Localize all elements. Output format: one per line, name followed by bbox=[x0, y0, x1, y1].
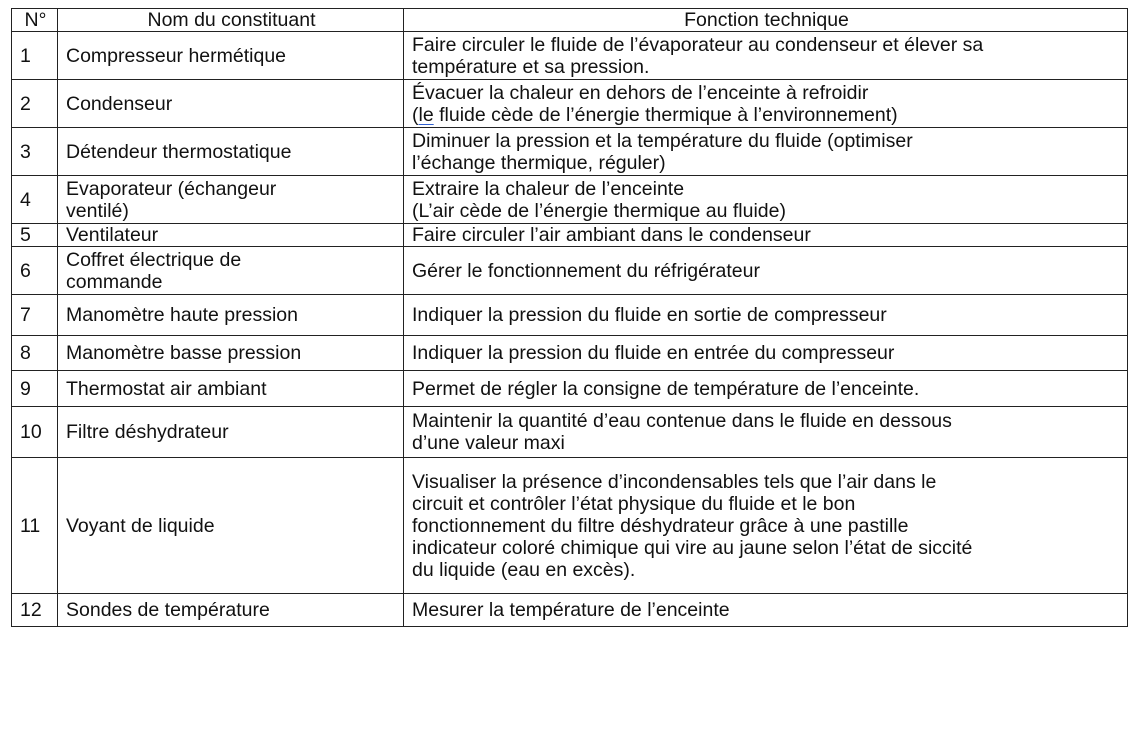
component-name-line: Evaporateur (échangeur bbox=[66, 177, 277, 200]
technical-function bbox=[404, 371, 1128, 407]
component-name-line: Ventilateur bbox=[66, 224, 159, 246]
header-function: Fonction technique bbox=[404, 9, 1128, 32]
table-row bbox=[12, 295, 1128, 336]
table-body bbox=[12, 32, 1128, 627]
technical-function-line: Évacuer la chaleur en dehors de l’enceinte à refroidir bbox=[412, 81, 869, 104]
component-number: 4 bbox=[12, 176, 58, 224]
technical-function bbox=[404, 336, 1128, 371]
table-row bbox=[12, 224, 1128, 247]
technical-function-line: Maintenir la quantité d’eau contenue dans le fluide en dessous bbox=[412, 410, 952, 432]
technical-function-line: Faire circuler l’air ambiant dans le condenseur bbox=[412, 224, 811, 246]
component-number: 7 bbox=[12, 295, 58, 336]
function-underlined-word: le bbox=[418, 103, 434, 126]
technical-function-line: d’une valeur maxi bbox=[412, 432, 565, 454]
technical-function bbox=[404, 32, 1128, 80]
header-num: N° bbox=[12, 9, 58, 32]
table-row bbox=[12, 371, 1128, 407]
component-name-line: Compresseur hermétique bbox=[66, 44, 287, 67]
technical-function-line: circuit et contrôler l’état physique du fluide et le bon bbox=[412, 492, 856, 515]
technical-function-line bbox=[412, 104, 1121, 126]
component-name-line: Condenseur bbox=[66, 92, 173, 115]
function-paren-open: ( bbox=[412, 103, 419, 126]
technical-function-line: indicateur coloré chimique qui vire au jaune selon l’état de siccité bbox=[412, 536, 973, 559]
technical-function bbox=[404, 458, 1128, 594]
component-name bbox=[58, 247, 404, 295]
table-row bbox=[12, 336, 1128, 371]
technical-function bbox=[404, 295, 1128, 336]
component-name-line: Sondes de température bbox=[66, 599, 270, 621]
technical-function-line: température et sa pression. bbox=[412, 55, 650, 78]
technical-function bbox=[404, 594, 1128, 627]
component-number: 1 bbox=[12, 32, 58, 80]
component-name-line: Détendeur thermostatique bbox=[66, 140, 292, 163]
component-name-line: Manomètre haute pression bbox=[66, 304, 298, 326]
technical-function bbox=[404, 80, 1128, 128]
technical-function bbox=[404, 224, 1128, 247]
table-row bbox=[12, 594, 1128, 627]
technical-function bbox=[404, 247, 1128, 295]
table-row bbox=[12, 176, 1128, 224]
component-number: 5 bbox=[12, 224, 58, 247]
technical-function-line: du liquide (eau en excès). bbox=[412, 558, 636, 581]
component-name bbox=[58, 80, 404, 128]
technical-function-line: (L’air cède de l’énergie thermique au fluide) bbox=[412, 199, 786, 222]
component-name bbox=[58, 32, 404, 80]
component-name bbox=[58, 295, 404, 336]
components-table bbox=[11, 8, 1128, 627]
technical-function-line: fonctionnement du filtre déshydrateur grâce à une pastille bbox=[412, 514, 909, 537]
technical-function-line: Indiquer la pression du fluide en entrée du compresseur bbox=[412, 342, 895, 364]
component-number: 6 bbox=[12, 247, 58, 295]
technical-function bbox=[404, 407, 1128, 458]
technical-function bbox=[404, 128, 1128, 176]
component-name-line: Filtre déshydrateur bbox=[66, 421, 229, 443]
technical-function-line: Visualiser la présence d’incondensables tels que l’air dans le bbox=[412, 470, 937, 493]
table-row bbox=[12, 247, 1128, 295]
technical-function-line: Permet de régler la consigne de température de l’enceinte. bbox=[412, 377, 920, 400]
component-name bbox=[58, 371, 404, 407]
table-row bbox=[12, 128, 1128, 176]
component-name bbox=[58, 458, 404, 594]
component-name-line: Coffret électrique de bbox=[66, 248, 242, 271]
component-name bbox=[58, 224, 404, 247]
technical-function bbox=[404, 176, 1128, 224]
component-number: 10 bbox=[12, 407, 58, 458]
technical-function-line: Indiquer la pression du fluide en sortie de compresseur bbox=[412, 304, 887, 326]
function-rest-text: fluide cède de l’énergie thermique à l’environnement) bbox=[433, 103, 898, 126]
technical-function-line: Gérer le fonctionnement du réfrigérateur bbox=[412, 259, 760, 282]
component-name bbox=[58, 336, 404, 371]
header-name: Nom du constituant bbox=[58, 9, 404, 32]
table-header bbox=[12, 9, 1128, 32]
component-name bbox=[58, 407, 404, 458]
component-number: 12 bbox=[12, 594, 58, 627]
component-name bbox=[58, 128, 404, 176]
component-number: 9 bbox=[12, 371, 58, 407]
component-name-line: Voyant de liquide bbox=[66, 514, 215, 537]
technical-function-line: l’échange thermique, réguler) bbox=[412, 151, 666, 174]
table-row bbox=[12, 32, 1128, 80]
table-row bbox=[12, 407, 1128, 458]
table-row bbox=[12, 458, 1128, 594]
technical-function-line: Extraire la chaleur de l’enceinte bbox=[412, 177, 685, 200]
component-number: 3 bbox=[12, 128, 58, 176]
component-name bbox=[58, 594, 404, 627]
technical-function-line: Diminuer la pression et la température du fluide (optimiser bbox=[412, 129, 913, 152]
technical-function-line: Faire circuler le fluide de l’évaporateur au condenseur et élever sa bbox=[412, 33, 984, 56]
header-row bbox=[12, 9, 1128, 32]
component-name bbox=[58, 176, 404, 224]
component-number: 8 bbox=[12, 336, 58, 371]
component-number: 11 bbox=[12, 458, 58, 594]
component-name-line: Manomètre basse pression bbox=[66, 342, 302, 364]
table-row bbox=[12, 80, 1128, 128]
component-name-line: Thermostat air ambiant bbox=[66, 377, 267, 400]
component-number: 2 bbox=[12, 80, 58, 128]
component-name-line: ventilé) bbox=[66, 199, 129, 222]
technical-function-line: Mesurer la température de l’enceinte bbox=[412, 599, 730, 621]
component-name-line: commande bbox=[66, 270, 163, 293]
